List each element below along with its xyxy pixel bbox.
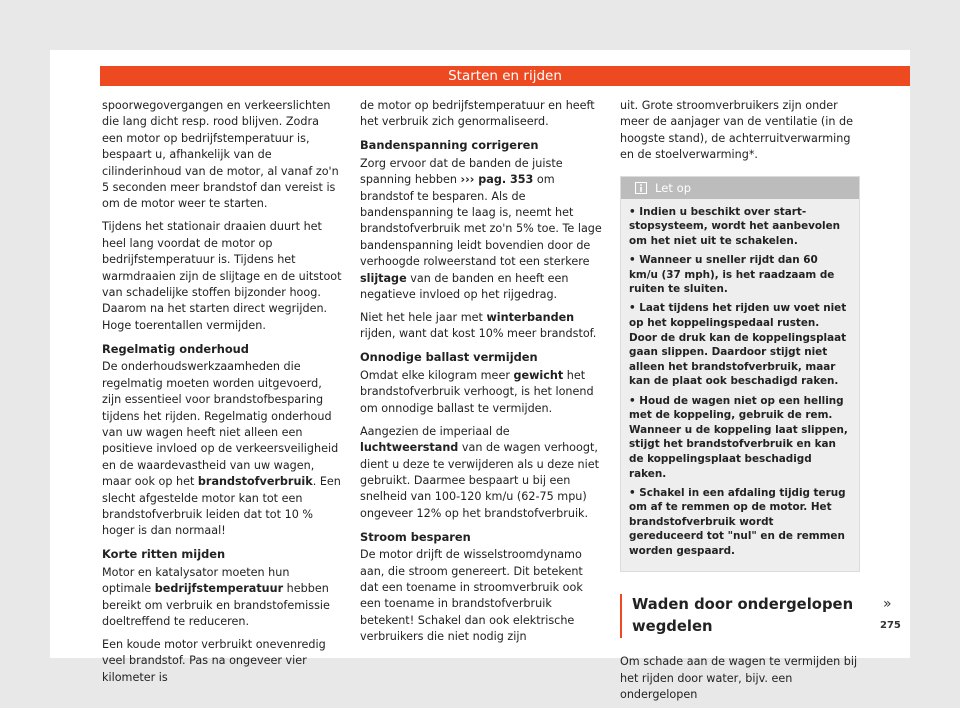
paragraph: de motor op bedrijfstemperatuur en heeft het verbruik zich genormaliseerd. bbox=[360, 99, 595, 129]
document-page bbox=[50, 50, 910, 702]
subheading-korte-ritten: Korte ritten mijden bbox=[102, 547, 226, 562]
section-waden bbox=[620, 594, 860, 703]
paragraph: Om schade aan de wagen te vermijden bij het rijden door water, bijv. een ondergelopen bbox=[620, 655, 858, 702]
chapter-header: Starten en rijden bbox=[100, 66, 910, 86]
note-item: • Indien u beschikt over start-stopsysteem, wordt het aanbevolen om het niet uit te schakelen. bbox=[629, 205, 849, 249]
note-header bbox=[621, 177, 859, 199]
note-item: • Houd de wagen niet op een helling met de koppeling, gebruik de rem. Wanneer u de koppeling laat slippen, stijgt het brandstofverbruik en kan de koppelingsplaat beschadigd raken. bbox=[629, 394, 849, 482]
paragraph: Tijdens het stationair draaien duurt het heel lang voordat de motor op bedrijfstemperatuur is. Tijdens het warmdraaien zijn de slijtage en de uitstoot van schadelijke stoffen bijzonder hoog. Daarom na het starten direct wegrijden. Hoge toerentallen vermijden. bbox=[102, 220, 342, 332]
subheading-stroom: Stroom besparen bbox=[360, 529, 471, 544]
subheading-bandenspanning: Bandenspanning corrigeren bbox=[360, 138, 539, 153]
paragraph: Zorg ervoor dat de banden de juiste spanning hebben ››› pag. 353 om brandstof te besparen. Als de bandenspanning te laag is, neemt het brandstofverbruik met zo'n 5% toe. Te lage bandenspanning leidt bovendien door de verhoogde rolweerstand tot een sterkere slijtage van de banden en heeft een negatieve invloed op het rijgedrag. bbox=[360, 156, 602, 302]
note-title: Let op bbox=[655, 180, 692, 195]
page-reference-link[interactable]: ››› pag. 353 bbox=[460, 173, 534, 187]
continue-arrow-icon: » bbox=[883, 596, 892, 612]
page-number: 275 bbox=[880, 620, 901, 631]
note-item: • Schakel in een afdaling tijdig terug om af te remmen op de motor. Het brandstofverbruik wordt gereduceerd tot "nul" en de remmen worden gespaard. bbox=[629, 486, 849, 559]
paragraph: De onderhoudswerkzaamheden die regelmatig moeten worden uitgevoerd, zijn essentieel voor brandstofbesparing tijdens het rijden. Regelmatig onderhoud van uw wagen heeft niet alleen een positieve invloed op de verkeersveiligheid en de waardevastheid van uw wagen, maar ook op het brandstofverbruik. Een slecht afgestelde motor kan tot een brandstofverbruik leiden dat tot 10 % hoger is dan normaal! bbox=[102, 360, 341, 538]
note-box bbox=[620, 176, 860, 573]
note-item: • Wanneer u sneller rijdt dan 60 km/u (37 mph), is het raadzaam de ruiten te sluiten. bbox=[629, 253, 849, 297]
paragraph: uit. Grote stroomverbruikers zijn onder meer de aanjager van de ventilatie (in de hoogste stand), de achterruitverwarming en de stoelverwarming*. bbox=[620, 99, 854, 162]
note-list bbox=[621, 199, 859, 559]
paragraph: Een koude motor verbruikt onevenredig veel brandstof. Pas na ongeveer vier kilometer is bbox=[102, 637, 326, 684]
paragraph: Aangezien de imperiaal de luchtweerstand van de wagen verhoogt, dient u deze te verwijderen als u deze niet gebruikt. Daarmee bespaart u bij een snelheid van 100-120 km/u (62-75 mpu) ongeveer 12% op het brandstofverbruik. bbox=[360, 424, 599, 520]
paragraph: Motor en katalysator moeten hun optimale bedrijfstemperatuur hebben bereikt om verbruik en brandstofemissie doeltreffend te reduceren. bbox=[102, 565, 330, 628]
column-2 bbox=[360, 98, 602, 652]
info-icon bbox=[635, 182, 647, 194]
note-item: • Laat tijdens het rijden uw voet niet op het koppelingspedaal rusten. Door de druk kan de koppelingsplaat gaan slippen. Daardoor stijgt niet alleen het brandstofverbruik, maar kan de plaat ook beschadigd raken. bbox=[629, 301, 849, 389]
paragraph: De motor drijft de wisselstroomdynamo aan, die stroom genereert. Dit betekent dat een toename in stroomverbruik ook een toename in brandstofverbruik betekent! Schakel dan ook elektrische verbruikers die niet nodig zijn bbox=[360, 548, 583, 644]
subheading-ballast: Onnodige ballast vermijden bbox=[360, 350, 538, 365]
paragraph: Niet het hele jaar met winterbanden rijden, want dat kost 10% meer brandstof. bbox=[360, 311, 597, 341]
paragraph: spoorwegovergangen en verkeerslichten die lang dicht resp. rood blijven. Zodra een motor op bedrijfstemperatuur is, bespaart u, afhankelijk van de cilinderinhoud van de motor, al vanaf zo'n 5 seconden meer brandstof dan vereist is om de motor weer te starten. bbox=[102, 99, 339, 211]
subheading-onderhoud: Regelmatig onderhoud bbox=[102, 341, 249, 356]
column-3 bbox=[620, 98, 860, 708]
column-1 bbox=[102, 98, 342, 693]
paragraph: Omdat elke kilogram meer gewicht het brandstofverbruik verhoogt, is het lonend om onnodige ballast te vermijden. bbox=[360, 368, 594, 415]
section-title: Waden door ondergelopen wegdelen bbox=[620, 594, 860, 638]
